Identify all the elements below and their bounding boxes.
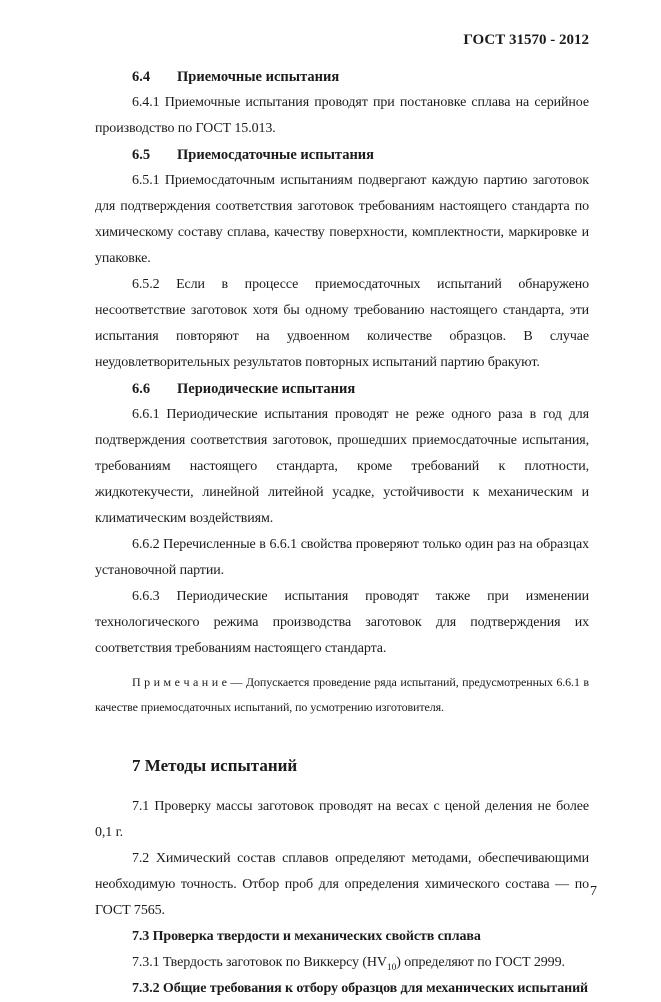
clause-7-2: 7.2 Химический состав сплавов определяют методами, обеспечивающими необходимую точность. Отбор проб для определения химического состава — по ГОСТ 7565.	[95, 851, 589, 918]
clause-heading-7-3: 7.3 Проверка твердости и механических свойств сплава	[132, 929, 481, 944]
chapter-heading-7: 7 Методы испытаний	[132, 756, 298, 775]
clause-7-1: 7.1 Проверку массы заготовок проводят на весах с ценой деления не более 0,1 г.	[95, 799, 589, 840]
clause-7-3-1	[95, 950, 589, 976]
section-title: Приемочные испытания	[177, 69, 340, 85]
clause-6-4-1: 6.4.1 Приемочные испытания проводят при постановке сплава на серийное производство по ГОСТ 15.013.	[95, 95, 589, 136]
section-heading-6-5	[95, 142, 589, 168]
clause-heading-7-3-2: 7.3.2 Общие требования к отбору образцов для механических испытаний	[132, 981, 589, 996]
clause-6-5-1: 6.5.1 Приемосдаточным испытаниям подвергают каждую партию заготовок для подтверждения соответствия заготовок требованиям настоящего стандарта по химическому составу сплава, качеству поверхности, комплектности, маркировке и упаковке.	[95, 173, 589, 266]
clause-6-6-1: 6.6.1 Периодические испытания проводят не реже одного раза в год для подтверждения соответствия заготовок, прошедших приемосдаточные испытания, требованиям настоящего стандарта, кроме требований к плотности, жидкотекучести, линейной литейной усадке, устойчивости к механическим и климатическим воздействиям.	[95, 407, 589, 526]
hv-subscript: 10	[386, 962, 397, 973]
section-number: 6.5	[132, 147, 151, 163]
section-number: 6.4	[132, 69, 151, 85]
clause-7-3-1-text: 7.3.1 Твердость заготовок по Виккерсу (HV	[132, 955, 387, 970]
clause-6-6-2: 6.6.2 Перечисленные в 6.6.1 свойства проверяют только один раз на образцах установочной партии.	[95, 537, 589, 578]
note-paragraph: П р и м е ч а н и е — Допускается проведение ряда испытаний, предусмотренных 6.6.1 в качестве приемосдаточных испытаний, по усмотрению изготовителя.	[95, 675, 589, 714]
document-code-header: ГОСТ 31570 - 2012	[463, 32, 589, 48]
section-title: Периодические испытания	[177, 381, 356, 397]
clause-7-3-1-text-end: ) определяют по ГОСТ 2999.	[396, 955, 565, 970]
section-heading-6-4	[95, 64, 589, 90]
page-number: 7	[590, 884, 597, 899]
clause-6-6-3: 6.6.3 Периодические испытания проводят также при изменении технологического режима производства заготовок для подтверждения их соответствия требованиям настоящего стандарта.	[95, 589, 589, 656]
clause-6-5-2: 6.5.2 Если в процессе приемосдаточных испытаний обнаружено несоответствие заготовок хотя бы одному требованию настоящего стандарта, эти испытания повторяют на удвоенном количестве образцов. В случае неудовлетворительных результатов повторных испытаний партию бракуют.	[95, 277, 589, 370]
section-heading-6-6	[95, 376, 589, 402]
section-number: 6.6	[132, 381, 151, 397]
section-title: Приемосдаточные испытания	[177, 147, 375, 163]
